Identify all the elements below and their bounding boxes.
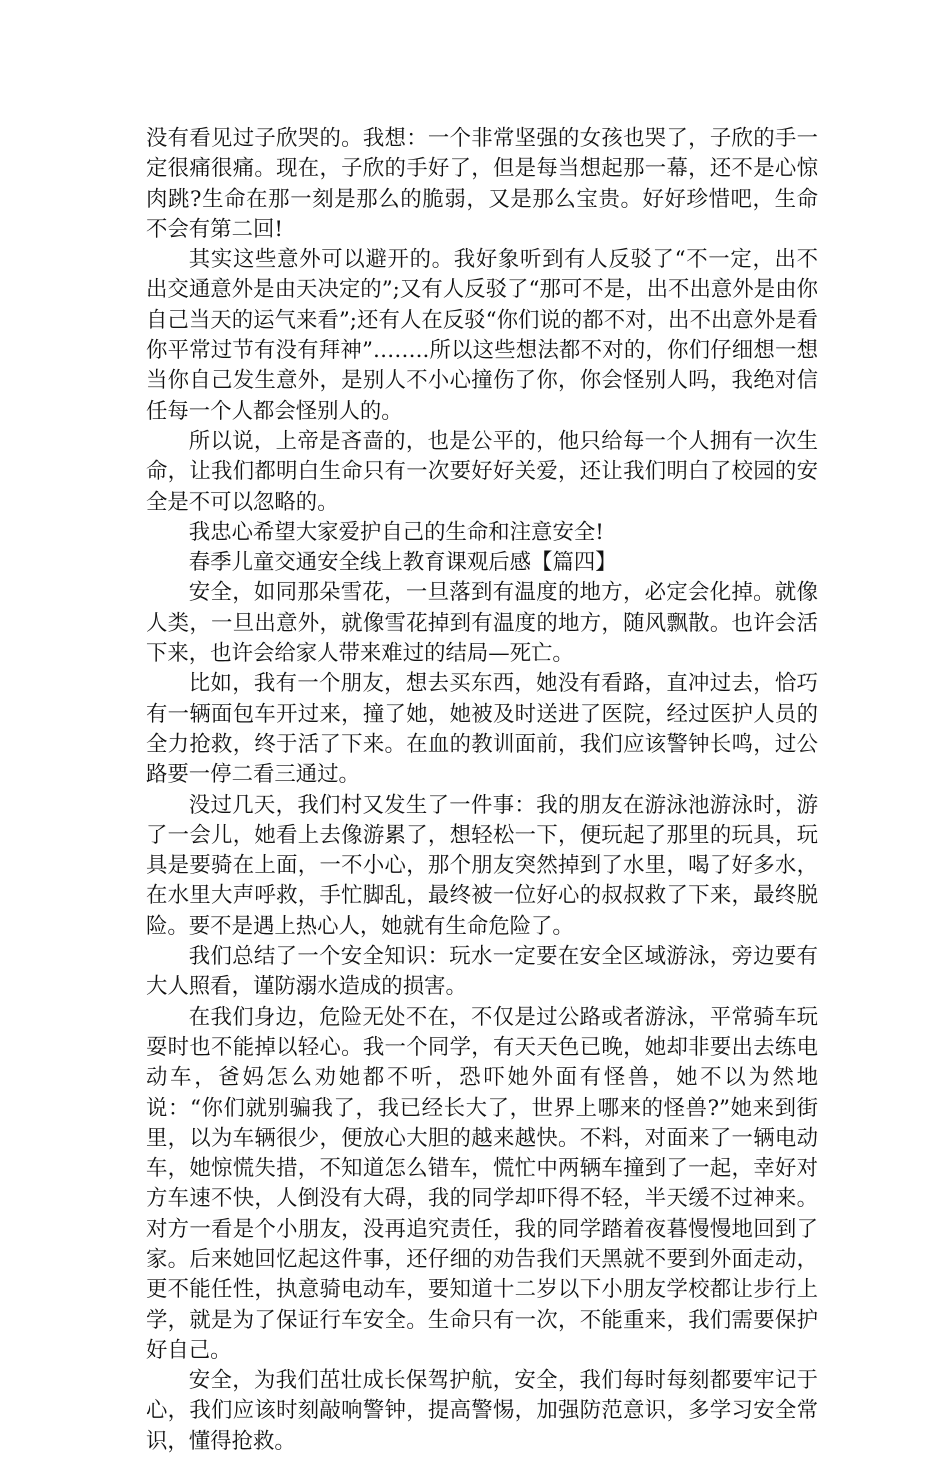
paragraph-9: 在我们身边，危险无处不在，不仅是过公路或者游泳，平常骑车玩耍时也不能掉以轻心。我一个同学，有天天色已晚，她却非要出去练电动车，爸妈怎么劝她都不听，恐吓她外面有怪兽，她不以为然地说：“你们就别骗我了，我已经长大了，世界上哪来的怪兽?”她来到街里，以为车辆很少，便放心大胆的越来越快。不料，对面来了一辆电动车，她惊慌失措，不知道怎么错车，慌忙中两辆车撞到了一起，幸好对方车速不快，人倒没有大碍，我的同学却吓得不轻，半天缓不过神来。对方一看是个小朋友，没再追究责任，我的同学踏着夜暮慢慢地回到了家。后来她回忆起这件事，还仔细的劝告我们天黑就不要到外面走动，更不能任性，执意骑电动车，要知道十二岁以下小朋友学校都让步行上学，就是为了保证行车安全。生命只有一次，不能重来，我们需要保护好自己。: [146, 1004, 818, 1363]
paragraph-1: 没有看见过子欣哭的。我想：一个非常坚强的女孩也哭了，子欣的手一定很痛很痛。现在，子欣的手好了，但是每当想起那一幕，还不是心惊肉跳?生命在那一刻是那么的脆弱，又是那么宝贵。好好珍惜吧，生命不会有第二回!: [146, 126, 818, 242]
paragraph-4: 我忠心希望大家爱护自己的生命和注意安全!: [188, 519, 604, 545]
paragraph-5: 安全，如同那朵雪花，一旦落到有温度的地方，必定会化掉。就像人类，一旦出意外，就像雪花掉到有温度的地方，随风飘散。也许会活下来，也许会给家人带来难过的结局—死亡。: [146, 580, 818, 667]
document-body: [146, 124, 818, 1457]
paragraph-3: 所以说，上帝是吝啬的，也是公平的，他只给每一个人拥有一次生命，让我们都明白生命只有一次要好好关爱，还让我们明白了校园的安全是不可以忽略的。: [146, 428, 818, 515]
paragraph-8: 我们总结了一个安全知识：玩水一定要在安全区域游泳，旁边要有大人照看，谨防溺水造成的损害。: [146, 944, 818, 1000]
paragraph-10: 安全，为我们茁壮成长保驾护航，安全，我们每时每刻都要牢记于心，我们应该时刻敲响警钟，提高警惕，加强防范意识，多学习安全常识，懂得抢救。: [146, 1368, 818, 1454]
paragraph-6: 比如，我有一个朋友，想去买东西，她没有看路，直冲过去，恰巧有一辆面包车开过来，撞了她，她被及时送进了医院，经过医护人员的全力抢救，终于活了下来。在血的教训面前，我们应该警钟长鸣，过公路要一停二看三通过。: [146, 671, 818, 788]
paragraph-2: 其实这些意外可以避开的。我好象听到有人反驳了“不一定，出不出交通意外是由天决定的”;又有人反驳了“那可不是，出不出意外是由你自己当天的运气来看”;还有人在反驳“你们说的都不对，出不出意外是看你平常过节有没有拜神”……..所以这些想法都不对的，你们仔细想一想当你自己发生意外，是别人不小心撞伤了你，你会怪别人吗，我绝对信任每一个人都会怪别人的。: [146, 247, 818, 424]
paragraph-7: 没过几天，我们村又发生了一件事：我的朋友在游泳池游泳时，游了一会儿，她看上去像游累了，想轻松一下，便玩起了那里的玩具，玩具是要骑在上面，一不小心，那个朋友突然掉到了水里，喝了好多水，在水里大声呼救，手忙脚乱，最终被一位好心的叔叔救了下来，最终脱险。要不是遇上热心人，她就有生命危险了。: [146, 792, 818, 939]
section-heading: 春季儿童交通安全线上教育课观后感【篇四】: [188, 550, 617, 576]
